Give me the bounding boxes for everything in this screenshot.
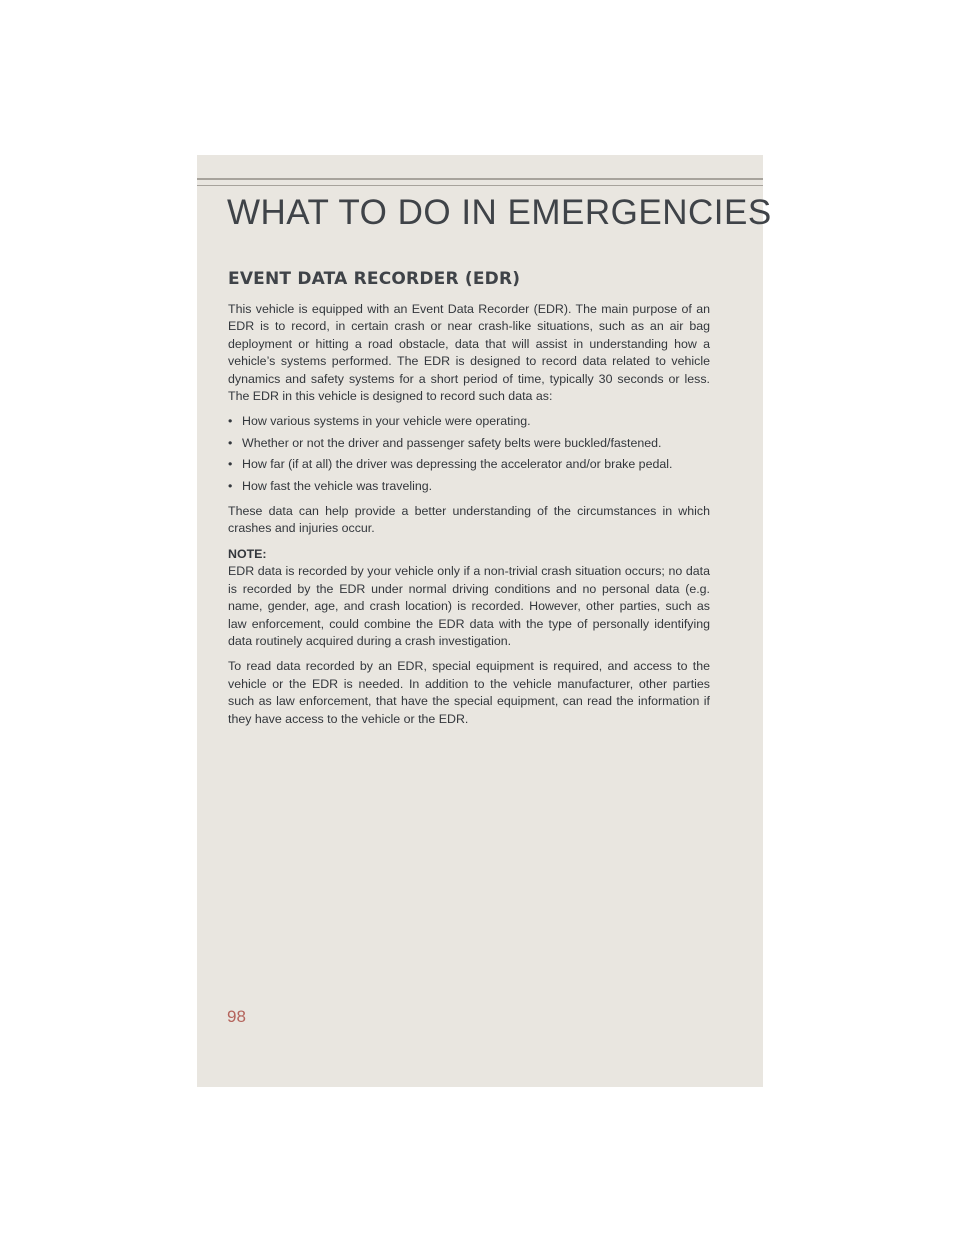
understanding-paragraph: These data can help provide a better understanding of the circumstances in which crashes and injuries occur. [228,504,710,536]
note-text: EDR data is recorded by your vehicle only if a non-trivial crash situation occurs; no data is recorded by the EDR under normal driving conditions and no personal data (e.g. name, gender, age, and crash location) is recorded. However, other parties, such as law enforcement, could combine the EDR data with the type of personally identifying data routinely acquired during a crash investigation. [228,564,710,648]
list-item: • How fast the vehicle was traveling. [228,478,710,495]
edr-data-list [228,413,710,495]
header-rule-top [197,178,763,180]
content-body [228,268,710,736]
note-label: NOTE: [228,546,267,561]
note-block [228,546,710,650]
list-item: • How far (if at all) the driver was depressing the accelerator and/or brake pedal. [228,456,710,473]
header-rule-bottom [197,185,763,186]
page-number: 98 [227,1007,246,1026]
intro-paragraph: This vehicle is equipped with an Event Data Recorder (EDR). The main purpose of an EDR is to record, in certain crash or near crash-like situations, such as an air bag deployment or hitting a road obstacle, data that will assist in understanding how a vehicle’s systems performed. The EDR is designed to record data related to vehicle dynamics and safety systems for a short period of time, typically 30 seconds or less. The EDR in this vehicle is designed to record such data as: [228,302,710,404]
section-title: WHAT TO DO IN EMERGENCIES [227,193,772,232]
list-item: • How various systems in your vehicle were operating. [228,413,710,430]
list-item: • Whether or not the driver and passenger safety belts were buckled/fastened. [228,435,710,452]
manual-page [197,155,772,1087]
topic-heading: EVENT DATA RECORDER (EDR) [228,269,521,289]
access-paragraph: To read data recorded by an EDR, special equipment is required, and access to the vehicle or the EDR is needed. In addition to the vehicle manufacturer, other parties such as law enforcement, that have the special equipment, can read the information if they have access to the vehicle or the EDR. [228,659,710,726]
